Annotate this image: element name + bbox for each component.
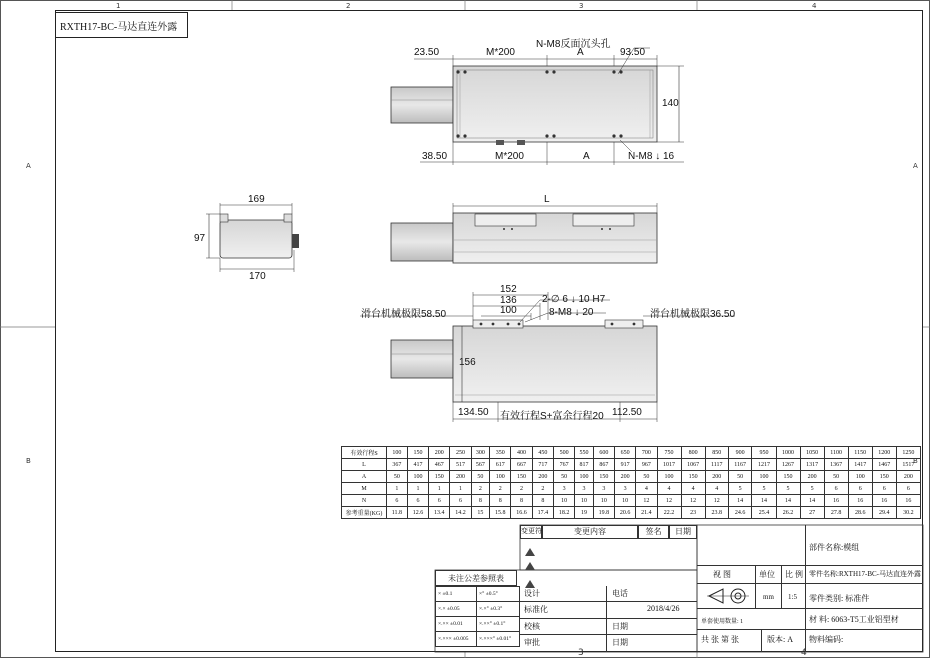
spec-row <box>342 471 921 483</box>
spec-cell: 8 <box>511 495 532 507</box>
approval-standard: 标准化 <box>524 605 548 614</box>
spec-cell: 22.2 <box>657 507 681 519</box>
dim-112-50: 112.50 <box>612 407 642 418</box>
spec-cell: 150 <box>511 471 532 483</box>
spec-cell: 1217 <box>752 459 776 471</box>
title-scale-label: 比 例 <box>785 570 803 579</box>
tolerance-cell: ×.×° ±0.3° <box>477 602 520 617</box>
spec-cell: 1250 <box>896 447 920 459</box>
spec-cell: 5 <box>800 483 824 495</box>
spec-cell: 11.8 <box>387 507 408 519</box>
tolerance-cell: ×.× ±0.05 <box>436 602 477 617</box>
spec-cell: 550 <box>575 447 594 459</box>
spec-cell: 18.2 <box>553 507 574 519</box>
spec-cell: 1150 <box>848 447 872 459</box>
spec-cell: 950 <box>752 447 776 459</box>
tolerance-title: 未注公差参照表 <box>435 570 517 586</box>
spec-cell: 5 <box>728 483 752 495</box>
spec-cell: 2 <box>471 483 490 495</box>
label-stroke: 有效行程S+富余行程20 <box>500 411 604 422</box>
dim-bottom-a: A <box>583 151 590 162</box>
spec-cell: 1100 <box>824 447 848 459</box>
rev-header-mark: 变更符 <box>520 525 542 539</box>
spec-cell: 4 <box>681 483 705 495</box>
callout-screw-hole: 8-M8 ↓ 20 <box>549 307 594 318</box>
spec-cell: 1 <box>387 483 408 495</box>
spec-cell: 100 <box>657 471 681 483</box>
spec-cell: 150 <box>681 471 705 483</box>
spec-cell: 100 <box>387 447 408 459</box>
spec-cell: 26.2 <box>776 507 800 519</box>
spec-cell: 2 <box>532 483 553 495</box>
zone-bottom-3: 3 <box>578 648 584 658</box>
spec-cell: 3 <box>614 483 635 495</box>
spec-cell: 300 <box>471 447 490 459</box>
spec-cell: 500 <box>553 447 574 459</box>
spec-cell: 27 <box>800 507 824 519</box>
spec-cell: 6 <box>450 495 471 507</box>
spec-cell: 1 <box>407 483 428 495</box>
spec-cell: 14 <box>752 495 776 507</box>
spec-cell: 3 <box>575 483 594 495</box>
spec-row-label: A <box>342 471 387 483</box>
dim-top-a: A <box>577 47 584 58</box>
spec-cell: 450 <box>532 447 553 459</box>
spec-cell: 600 <box>593 447 614 459</box>
spec-cell: 350 <box>490 447 511 459</box>
dim-bottom-nm8: N-M8 ↓ 16 <box>628 151 675 162</box>
zone-left-a: A <box>26 162 31 170</box>
zone-top-4: 4 <box>812 2 817 10</box>
spec-cell: 650 <box>614 447 635 459</box>
label-left-limit: 滑台机械极限58.50 <box>361 309 447 320</box>
spec-cell: 817 <box>575 459 594 471</box>
title-unit-label: 单位 <box>759 570 775 579</box>
spec-cell: 1117 <box>705 459 728 471</box>
unit-value: mm <box>763 593 774 601</box>
spec-cell: 400 <box>511 447 532 459</box>
spec-cell: 1267 <box>776 459 800 471</box>
spec-cell: 100 <box>752 471 776 483</box>
spec-cell: 1367 <box>824 459 848 471</box>
spec-cell: 27.8 <box>824 507 848 519</box>
tolerance-cell: ×° ±0.5° <box>477 587 520 602</box>
dim-134-50: 134.50 <box>458 407 489 418</box>
zone-top-2: 2 <box>346 2 351 10</box>
spec-cell: 28.6 <box>848 507 872 519</box>
spec-cell: 16 <box>872 495 896 507</box>
spec-cell: 12 <box>681 495 705 507</box>
spec-cell: 250 <box>450 447 471 459</box>
spec-cell: 8 <box>532 495 553 507</box>
rev-triangle-icon <box>525 555 535 574</box>
spec-cell: 25.4 <box>752 507 776 519</box>
rev-header-date: 日期 <box>669 525 697 539</box>
spec-cell: 15 <box>471 507 490 519</box>
spec-cell: 150 <box>429 471 450 483</box>
spec-cell: 16 <box>848 495 872 507</box>
spec-row <box>342 507 921 519</box>
spec-cell: 1050 <box>800 447 824 459</box>
spec-cell: 19 <box>575 507 594 519</box>
tolerance-row <box>436 617 520 632</box>
approval-design: 设计 <box>524 589 540 598</box>
spec-cell: 1000 <box>776 447 800 459</box>
spec-cell: 1417 <box>848 459 872 471</box>
rev-header-change: 变更内容 <box>542 525 638 539</box>
spec-cell: 617 <box>490 459 511 471</box>
approval-phone: 电话 <box>612 589 628 598</box>
spec-cell: 100 <box>407 471 428 483</box>
approval-audit: 审批 <box>524 638 540 647</box>
spec-cell: 13.4 <box>429 507 450 519</box>
dim-top-140: 140 <box>662 98 679 109</box>
spec-cell: 23 <box>681 507 705 519</box>
spec-cell: 1 <box>450 483 471 495</box>
spec-cell: 4 <box>657 483 681 495</box>
spec-cell: 700 <box>636 447 657 459</box>
spec-row-label: 有效行程S <box>342 447 387 459</box>
dim-bottom-m200: M*200 <box>495 151 524 162</box>
spec-row <box>342 483 921 495</box>
spec-cell: 30.2 <box>896 507 920 519</box>
zone-right-a: A <box>913 162 918 170</box>
spec-cell: 100 <box>575 471 594 483</box>
spec-cell: 5 <box>776 483 800 495</box>
dim-end-169: 169 <box>248 194 265 205</box>
dim-top-23-50: 23.50 <box>414 47 440 58</box>
spec-cell: 150 <box>872 471 896 483</box>
spec-cell: 16 <box>824 495 848 507</box>
top-view-geometry <box>391 48 684 165</box>
spec-cell: 2 <box>490 483 511 495</box>
dim-end-97: 97 <box>194 233 206 244</box>
spec-cell: 4 <box>705 483 728 495</box>
spec-cell: 1167 <box>728 459 752 471</box>
tolerance-row <box>436 587 520 602</box>
spec-cell: 750 <box>657 447 681 459</box>
material: 材 料: 6063-T5工业铝型材 <box>809 615 899 624</box>
material-code: 物料编码: <box>809 635 844 644</box>
spec-cell: 517 <box>450 459 471 471</box>
spec-cell: 200 <box>450 471 471 483</box>
spec-cell: 100 <box>848 471 872 483</box>
spec-cell: 16 <box>896 495 920 507</box>
revision-block <box>520 525 697 570</box>
spec-cell: 50 <box>387 471 408 483</box>
spec-cell: 867 <box>593 459 614 471</box>
spec-cell: 800 <box>681 447 705 459</box>
spec-row <box>342 495 921 507</box>
spec-cell: 23.8 <box>705 507 728 519</box>
spec-cell: 6 <box>824 483 848 495</box>
part-name: 部件名称:模组 <box>809 543 860 552</box>
label-right-limit: 滑台机械极限36.50 <box>650 309 736 320</box>
spec-cell: 6 <box>872 483 896 495</box>
tolerance-row <box>436 632 520 647</box>
spec-cell: 29.4 <box>872 507 896 519</box>
spec-row <box>342 447 921 459</box>
spec-cell: 4 <box>636 483 657 495</box>
spec-cell: 100 <box>490 471 511 483</box>
dim-152: 152 <box>500 284 517 295</box>
spec-cell: 567 <box>471 459 490 471</box>
spec-cell: 50 <box>553 471 574 483</box>
spec-cell: 12 <box>657 495 681 507</box>
spec-cell: 6 <box>407 495 428 507</box>
spec-cell: 1517 <box>896 459 920 471</box>
spec-cell: 50 <box>728 471 752 483</box>
zone-top-3: 3 <box>579 2 584 10</box>
spec-cell: 5 <box>752 483 776 495</box>
spec-cell: 3 <box>553 483 574 495</box>
dim-bottom-38-50: 38.50 <box>422 151 448 162</box>
spec-cell: 21.4 <box>636 507 657 519</box>
tolerance-cell: × ±0.1 <box>436 587 477 602</box>
spec-cell: 6 <box>429 495 450 507</box>
tolerance-table <box>435 586 520 647</box>
spec-cell: 12 <box>636 495 657 507</box>
spec-cell: 10 <box>553 495 574 507</box>
spec-cell: 14 <box>776 495 800 507</box>
callout-pin-hole: 2-∅ 6 ↓ 10 H7 <box>542 294 606 305</box>
spec-cell: 10 <box>593 495 614 507</box>
spec-cell: 1 <box>429 483 450 495</box>
tolerance-row <box>436 602 520 617</box>
stroke-spec-table <box>341 446 921 519</box>
spec-cell: 12 <box>705 495 728 507</box>
spec-cell: 16.6 <box>511 507 532 519</box>
end-view-geometry <box>206 203 299 272</box>
zone-top-1: 1 <box>116 2 121 10</box>
spec-cell: 6 <box>896 483 920 495</box>
approval-date-label: 日期 <box>612 622 628 631</box>
approval-date-value: 2018/4/26 <box>647 604 680 613</box>
approval-check: 校核 <box>524 622 540 631</box>
spec-cell: 17.4 <box>532 507 553 519</box>
spec-cell: 667 <box>511 459 532 471</box>
spec-cell: 14 <box>728 495 752 507</box>
spec-cell: 1067 <box>681 459 705 471</box>
spec-cell: 10 <box>575 495 594 507</box>
title-block <box>697 525 923 652</box>
spec-cell: 200 <box>705 471 728 483</box>
spec-cell: 50 <box>824 471 848 483</box>
approval-date-label-2: 日期 <box>612 638 628 647</box>
spec-cell: 900 <box>728 447 752 459</box>
spec-cell: 967 <box>636 459 657 471</box>
spec-cell: 24.6 <box>728 507 752 519</box>
spec-row-label: M <box>342 483 387 495</box>
dim-top-m200: M*200 <box>486 47 515 58</box>
tolerance-cell: ×.×× ±0.01 <box>436 617 477 632</box>
version: 版本: A <box>767 635 793 644</box>
spec-cell: 14 <box>800 495 824 507</box>
spec-cell: 367 <box>387 459 408 471</box>
spec-cell: 1467 <box>872 459 896 471</box>
title-view-label: 视 图 <box>713 570 731 579</box>
spec-cell: 19.8 <box>593 507 614 519</box>
spec-cell: 10 <box>614 495 635 507</box>
spec-row-label: N <box>342 495 387 507</box>
spec-cell: 200 <box>429 447 450 459</box>
dim-136: 136 <box>500 295 517 306</box>
spec-cell: 6 <box>848 483 872 495</box>
spec-cell: 2 <box>511 483 532 495</box>
spec-cell: 417 <box>407 459 428 471</box>
spec-row-label: L <box>342 459 387 471</box>
callout-countersink: N-M8反面沉头孔 <box>536 39 611 50</box>
spec-cell: 50 <box>636 471 657 483</box>
spec-cell: 200 <box>614 471 635 483</box>
spec-cell: 767 <box>553 459 574 471</box>
tolerance-cell: ×.×××° ±0.01° <box>477 632 520 647</box>
dim-100: 100 <box>500 305 517 316</box>
dim-front-l: L <box>544 194 550 205</box>
spec-cell: 1017 <box>657 459 681 471</box>
approval-block <box>520 586 697 652</box>
front-view-geometry <box>391 203 657 263</box>
spec-cell: 50 <box>471 471 490 483</box>
dim-top-93-50: 93.50 <box>620 47 646 58</box>
spec-row-label: 参考重量(KG) <box>342 507 387 519</box>
zone-right-b: B <box>913 457 918 465</box>
zone-left-b: B <box>26 457 31 465</box>
spec-row <box>342 459 921 471</box>
spec-cell: 12.6 <box>407 507 428 519</box>
spec-cell: 6 <box>387 495 408 507</box>
spec-cell: 15.8 <box>490 507 511 519</box>
tolerance-cell: ×.××× ±0.005 <box>436 632 477 647</box>
spec-cell: 8 <box>490 495 511 507</box>
spec-cell: 150 <box>593 471 614 483</box>
spec-cell: 717 <box>532 459 553 471</box>
spec-cell: 467 <box>429 459 450 471</box>
spec-cell: 3 <box>593 483 614 495</box>
spec-cell: 150 <box>776 471 800 483</box>
spec-cell: 917 <box>614 459 635 471</box>
spec-cell: 200 <box>800 471 824 483</box>
spec-cell: 200 <box>532 471 553 483</box>
spec-cell: 20.6 <box>614 507 635 519</box>
sheet-count: 共 张 第 张 <box>701 635 739 644</box>
dim-156: 156 <box>459 357 476 368</box>
component-name: 零件名称:RXTH17-BC-马达直连外露 <box>809 570 921 578</box>
spec-cell: 8 <box>471 495 490 507</box>
spec-cell: 200 <box>896 471 920 483</box>
single-quantity: 单套使用数量: 1 <box>701 619 744 625</box>
spec-cell: 850 <box>705 447 728 459</box>
scale-value: 1:5 <box>788 593 797 601</box>
rev-header-sign: 签名 <box>638 525 669 539</box>
spec-cell: 1317 <box>800 459 824 471</box>
drawing-title: RXTH17-BC-马达直连外露 <box>55 12 188 38</box>
zone-bottom-4: 4 <box>801 648 807 658</box>
spec-cell: 150 <box>407 447 428 459</box>
dim-end-170: 170 <box>249 271 266 282</box>
spec-cell: 14.2 <box>450 507 471 519</box>
spec-cell: 1200 <box>872 447 896 459</box>
component-type: 零件类别: 标准件 <box>809 594 870 603</box>
tolerance-cell: ×.××° ±0.1° <box>477 617 520 632</box>
